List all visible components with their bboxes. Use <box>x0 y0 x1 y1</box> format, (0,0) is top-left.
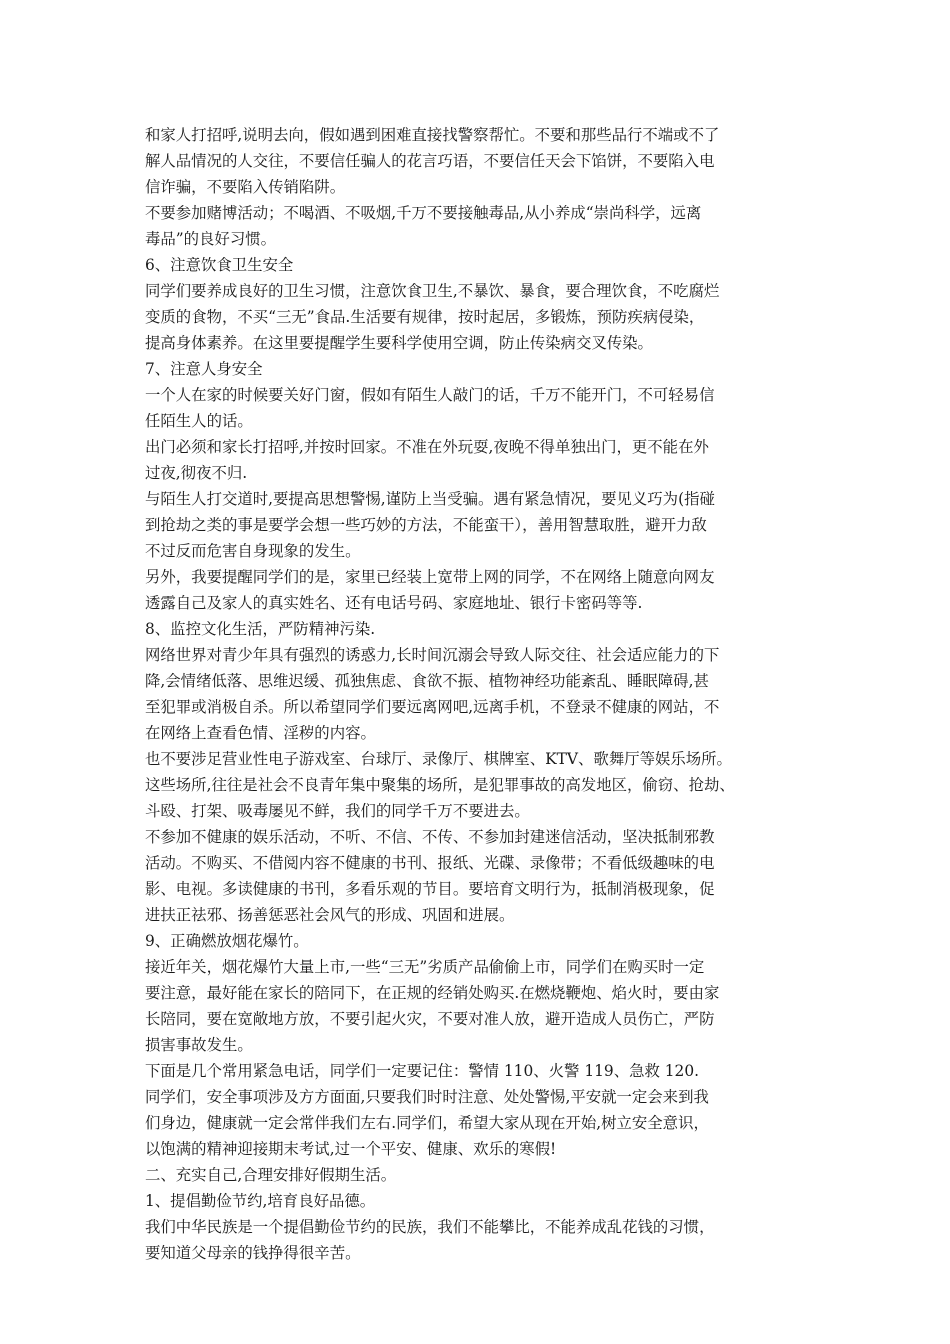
text-line: 出门必须和家长打招呼,并按时回家。不准在外玩耍,夜晚不得单独出门，更不能在外 <box>145 438 709 456</box>
text-line: 降,会情绪低落、思维迟缓、孤独焦虑、食欲不振、植物神经功能紊乱、睡眠障碍,甚 <box>145 672 709 690</box>
text-line: 网络世界对青少年具有强烈的诱惑力,长时间沉溺会导致人际交往、社会适应能力的下 <box>145 646 720 664</box>
text-line: 提高身体素养。在这里要提醒学生要科学使用空调，防止传染病交叉传染。 <box>145 334 653 352</box>
text-line: 毒品”的良好习惯。 <box>145 230 276 248</box>
text-line: 要知道父母亲的钱挣得很辛苦。 <box>145 1244 361 1262</box>
text-line: 透露自己及家人的真实姓名、还有电话号码、家庭地址、银行卡密码等等. <box>145 594 643 612</box>
text-line: 至犯罪或消极自杀。所以希望同学们要远离网吧,远离手机，不登录不健康的网站，不 <box>145 698 720 716</box>
text-line: 一个人在家的时候要关好门窗，假如有陌生人敲门的话，千万不能开门，不可轻易信 <box>145 386 715 404</box>
text-line: 我们中华民族是一个提倡勤俭节约的民族，我们不能攀比，不能养成乱花钱的习惯， <box>145 1218 715 1236</box>
section-heading: 8、监控文化生活，严防精神污染. <box>145 620 376 638</box>
text-line: 在网络上查看色情、淫秽的内容。 <box>145 724 376 742</box>
text-line: 活动。不购买、不借阅内容不健康的书刊、报纸、光碟、录像带；不看低级趣味的电 <box>145 854 715 872</box>
text-line: 长陪同，要在宽敞地方放，不要引起火灾，不要对准人放，避开造成人员伤亡，严防 <box>145 1010 715 1028</box>
text-line: 信诈骗，不要陷入传销陷阱。 <box>145 178 346 196</box>
section-heading: 1、提倡勤俭节约,培育良好品德。 <box>145 1192 376 1210</box>
section-heading: 6、注意饮食卫生安全 <box>145 256 294 274</box>
text-line: 们身边，健康就一定会常伴我们左右.同学们，希望大家从现在开始,树立安全意识， <box>145 1114 709 1132</box>
text-line: 斗殴、打架、吸毒屡见不鲜，我们的同学千万不要进去。 <box>145 802 530 820</box>
text-line: 与陌生人打交道时,要提高思想警惕,谨防上当受骗。遇有紧急情况，要见义巧为(指碰 <box>145 490 715 508</box>
text-line: 和家人打招呼,说明去向，假如遇到困难直接找警察帮忙。不要和那些品行不端或不了 <box>145 126 720 144</box>
section-heading: 二、充实自己,合理安排好假期生活。 <box>145 1166 397 1184</box>
text-line: 接近年关，烟花爆竹大量上市,一些“三无”劣质产品偷偷上市，同学们在购买时一定 <box>145 958 705 976</box>
text-line: 要注意，最好能在家长的陪同下，在正规的经销处购买.在燃烧鞭炮、焰火时，要由家 <box>145 984 720 1002</box>
section-heading: 9、正确燃放烟花爆竹。 <box>145 932 309 950</box>
text-line: 过夜,彻夜不归. <box>145 464 248 482</box>
text-line: 到抢劫之类的事是要学会想一些巧妙的方法，不能蛮干），善用智慧取胜，避开力敌 <box>145 516 707 534</box>
text-line: 变质的食物，不买“三无”食品.生活要有规律，按时起居，多锻炼，预防疾病侵染， <box>145 308 705 326</box>
text-line: 影、电视。多读健康的书刊，多看乐观的节目。要培育文明行为，抵制消极现象，促 <box>145 880 715 898</box>
text-line: 同学们，安全事项涉及方方面面,只要我们时时注意、处处警惕,平安就一定会来到我 <box>145 1088 709 1106</box>
text-line: 以饱满的精神迎接期末考试,过一个平安、健康、欢乐的寒假! <box>145 1140 557 1158</box>
text-line: 同学们要养成良好的卫生习惯，注意饮食卫生,不暴饮、暴食，要合理饮食，不吃腐烂 <box>145 282 720 300</box>
text-line: 解人品情况的人交往，不要信任骗人的花言巧语，不要信任天会下馅饼，不要陷入电 <box>145 152 715 170</box>
document-body <box>145 122 815 1266</box>
text-line: 这些场所,往往是社会不良青年集中聚集的场所，是犯罪事故的高发地区，偷窃、抢劫、 <box>145 776 735 794</box>
text-line: 另外，我要提醒同学们的是，家里已经装上宽带上网的同学，不在网络上随意向网友 <box>145 568 715 586</box>
section-heading: 7、注意人身安全 <box>145 360 263 378</box>
text-line: 损害事故发生。 <box>145 1036 253 1054</box>
text-line: 不参加不健康的娱乐活动，不听、不信、不传、不参加封建迷信活动，坚决抵制邪教 <box>145 828 715 846</box>
text-line: 下面是几个常用紧急电话，同学们一定要记住：警情 110、火警 119、急救 120. <box>145 1062 700 1080</box>
text-line: 任陌生人的话。 <box>145 412 253 430</box>
text-line: 也不要涉足营业性电子游戏室、台球厅、录像厅、棋牌室、KTV、歌舞厅等娱乐场所。 <box>145 750 732 768</box>
text-line: 进扶正祛邪、扬善惩恶社会风气的形成、巩固和进展。 <box>145 906 515 924</box>
text-line: 不要参加赌博活动；不喝酒、不吸烟,千万不要接触毒品,从小养成“崇尚科学，远离 <box>145 204 702 222</box>
text-line: 不过反而危害自身现象的发生。 <box>145 542 361 560</box>
